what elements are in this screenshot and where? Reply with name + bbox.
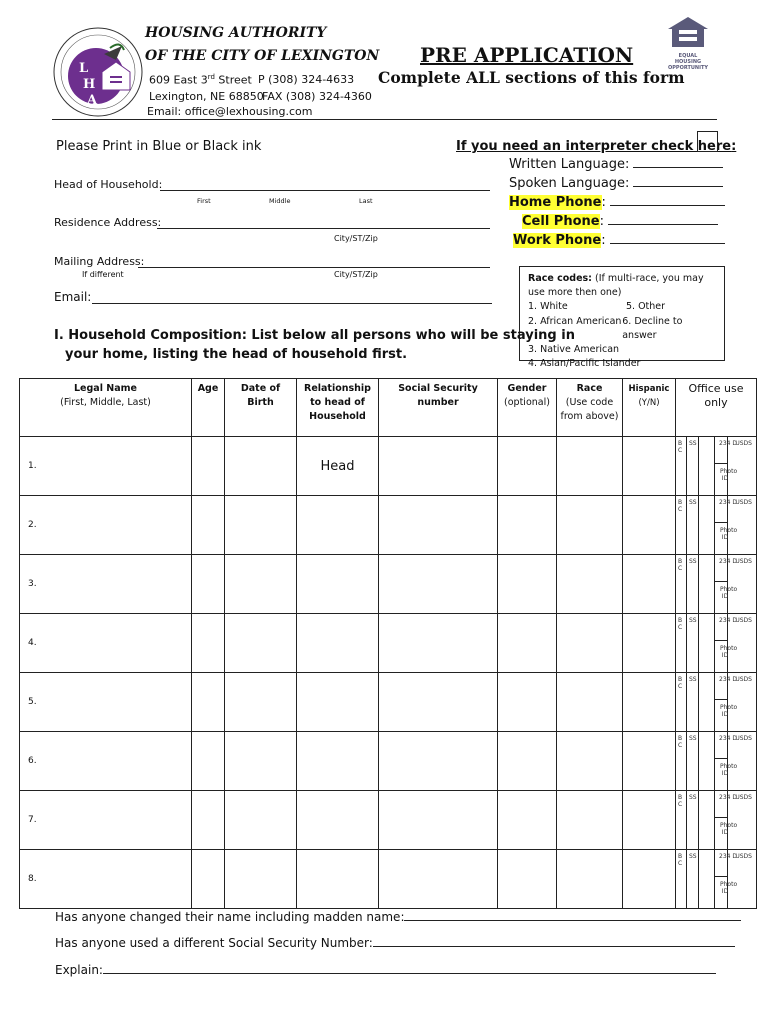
- cell-relationship[interactable]: [297, 555, 379, 614]
- cell-hispanic[interactable]: [623, 791, 676, 850]
- residence-address-input[interactable]: [157, 218, 490, 229]
- row-number: 8.: [28, 874, 37, 884]
- table-row: [20, 437, 757, 496]
- cell-age[interactable]: [192, 614, 225, 673]
- page-subtitle: Complete ALL sections of this form: [378, 68, 685, 87]
- lha-logo: [52, 26, 144, 118]
- cell-ssn[interactable]: [379, 496, 498, 555]
- cell-relationship[interactable]: [297, 850, 379, 909]
- cell-race[interactable]: [557, 496, 623, 555]
- interpreter-label: If you need an interpreter check here:: [456, 139, 737, 154]
- written-language-field[interactable]: Written Language:: [509, 157, 723, 172]
- print-note: Please Print in Blue or Black ink: [56, 139, 262, 154]
- office-ss: SS: [689, 676, 697, 683]
- org-email: Email: office@lexhousing.com: [147, 105, 313, 118]
- page-title: PRE APPLICATION: [420, 43, 634, 67]
- equal-housing-icon: EQUAL HOUSING OPPORTUNITY: [666, 15, 710, 61]
- residence-address-label: Residence Address:: [54, 216, 162, 229]
- office-bc: B C: [678, 499, 683, 513]
- office-photo-id: Photo ID: [720, 468, 738, 482]
- office-photo-id: Photo ID: [720, 586, 738, 600]
- cell-ssn[interactable]: [379, 850, 498, 909]
- city-st-zip-label: City/ST/Zip: [334, 234, 378, 243]
- cell-gender[interactable]: [498, 791, 557, 850]
- office-usds: USDS: [735, 617, 752, 624]
- office-use-cell: [676, 437, 757, 496]
- cell-dob[interactable]: [225, 673, 297, 732]
- row-number: 2.: [28, 520, 37, 530]
- last-label: Last: [359, 197, 373, 205]
- interpreter-checkbox[interactable]: [697, 131, 718, 152]
- cell-hispanic[interactable]: [623, 437, 676, 496]
- cell-race[interactable]: [557, 791, 623, 850]
- office-d: 234 D: [719, 499, 737, 506]
- col-ssn: Social Security number: [379, 379, 498, 437]
- office-ss: SS: [689, 794, 697, 801]
- cell-race[interactable]: [557, 850, 623, 909]
- race-code-4: 4. Asian/Pacific Islander: [528, 358, 641, 370]
- row-number: 5.: [28, 697, 37, 707]
- email-input[interactable]: [92, 293, 492, 304]
- head-of-household-label: Head of Household:: [54, 178, 163, 191]
- cell-gender[interactable]: [498, 732, 557, 791]
- row-number: 3.: [28, 579, 37, 589]
- row-number: 4.: [28, 638, 37, 648]
- cell-race[interactable]: [557, 437, 623, 496]
- explain-field[interactable]: Explain:: [55, 963, 716, 977]
- office-bc: B C: [678, 558, 683, 572]
- org-city: Lexington, NE 68850: [149, 90, 264, 103]
- cell-race[interactable]: [557, 614, 623, 673]
- office-bc: B C: [678, 617, 683, 631]
- row-number: 6.: [28, 756, 37, 766]
- office-usds: USDS: [735, 853, 752, 860]
- table-row: [20, 732, 757, 791]
- col-race: Race (Use code from above): [557, 379, 623, 437]
- office-d: 234 D: [719, 617, 737, 624]
- office-photo-id: Photo ID: [720, 527, 738, 541]
- cell-gender[interactable]: [498, 555, 557, 614]
- office-bc: B C: [678, 440, 683, 454]
- office-bc: B C: [678, 735, 683, 749]
- office-usds: USDS: [735, 676, 752, 683]
- cell-hispanic[interactable]: [623, 496, 676, 555]
- svg-text:L: L: [79, 61, 89, 76]
- race-code-2: 2. African American: [528, 315, 622, 327]
- org-fax: FAX (308) 324-4360: [262, 90, 372, 103]
- home-phone-field[interactable]: Home Phone:: [509, 195, 725, 210]
- cell-relationship[interactable]: [297, 791, 379, 850]
- org-name-line2: OF THE CITY OF LEXINGTON: [145, 48, 380, 64]
- cell-name[interactable]: [20, 732, 192, 791]
- office-use-cell: [676, 614, 757, 673]
- cell-gender[interactable]: [498, 850, 557, 909]
- city-st-zip-label-2: City/ST/Zip: [334, 270, 378, 279]
- cell-age[interactable]: [192, 673, 225, 732]
- section-1-heading: I. Household Composition: List below all persons who will be staying in your home, listing the head of household first.: [54, 328, 575, 362]
- table-row: [20, 555, 757, 614]
- office-usds: USDS: [735, 794, 752, 801]
- office-bc: B C: [678, 676, 683, 690]
- table-row: [20, 614, 757, 673]
- different-ssn-question[interactable]: Has anyone used a different Social Security Number:: [55, 936, 735, 950]
- cell-race[interactable]: [557, 555, 623, 614]
- office-ss: SS: [689, 499, 697, 506]
- cell-relationship[interactable]: [297, 732, 379, 791]
- cell-ssn[interactable]: [379, 791, 498, 850]
- email-label: Email:: [54, 290, 92, 304]
- cell-relationship[interactable]: [297, 496, 379, 555]
- office-photo-id: Photo ID: [720, 763, 738, 777]
- office-use-cell: [676, 555, 757, 614]
- header-divider: [52, 119, 717, 120]
- first-label: First: [197, 197, 211, 205]
- office-bc: B C: [678, 853, 683, 867]
- cell-gender[interactable]: [498, 496, 557, 555]
- cell-dob[interactable]: [225, 732, 297, 791]
- office-d: 234 D: [719, 735, 737, 742]
- cell-relationship[interactable]: [297, 437, 379, 496]
- cell-name[interactable]: [20, 496, 192, 555]
- table-row: [20, 850, 757, 909]
- cell-phone-field[interactable]: Cell Phone:: [522, 214, 718, 229]
- office-usds: USDS: [735, 558, 752, 565]
- col-dob: Date of Birth: [225, 379, 297, 437]
- cell-name[interactable]: [20, 614, 192, 673]
- office-d: 234 D: [719, 853, 737, 860]
- cell-dob[interactable]: [225, 850, 297, 909]
- cell-ssn[interactable]: [379, 673, 498, 732]
- cell-hispanic[interactable]: [623, 614, 676, 673]
- cell-ssn[interactable]: [379, 555, 498, 614]
- office-d: 234 D: [719, 794, 737, 801]
- work-phone-field[interactable]: Work Phone:: [513, 233, 725, 248]
- table-row: [20, 791, 757, 850]
- cell-name[interactable]: [20, 850, 192, 909]
- race-codes-intro: Race codes: (If multi-race, you may use more then one): [528, 273, 704, 299]
- cell-gender[interactable]: [498, 614, 557, 673]
- cell-name[interactable]: [20, 791, 192, 850]
- office-ss: SS: [689, 735, 697, 742]
- cell-dob[interactable]: [225, 791, 297, 850]
- org-name-line1: HOUSING AUTHORITY: [145, 25, 327, 41]
- cell-hispanic[interactable]: [623, 732, 676, 791]
- cell-name[interactable]: [20, 437, 192, 496]
- row-number: 7.: [28, 815, 37, 825]
- cell-age[interactable]: [192, 732, 225, 791]
- office-ss: SS: [689, 617, 697, 624]
- relationship-value: Head: [320, 458, 355, 474]
- cell-hispanic[interactable]: [623, 673, 676, 732]
- col-gender: Gender (optional): [498, 379, 557, 437]
- cell-gender[interactable]: [498, 673, 557, 732]
- middle-label: Middle: [269, 197, 291, 205]
- race-code-5: 5. Other: [626, 301, 666, 313]
- office-usds: USDS: [735, 499, 752, 506]
- col-legal-name: Legal Name (First, Middle, Last): [20, 379, 192, 437]
- office-d: 234 D: [719, 440, 737, 447]
- org-phone: P (308) 324-4633: [258, 73, 355, 86]
- office-photo-id: Photo ID: [720, 645, 738, 659]
- spoken-language-field[interactable]: Spoken Language:: [509, 176, 723, 191]
- col-relationship: Relationship to head of Household: [297, 379, 379, 437]
- office-photo-id: Photo ID: [720, 822, 738, 836]
- office-d: 234 D: [719, 676, 737, 683]
- org-address: 609 East 3rd Street: [149, 73, 252, 87]
- cell-relationship[interactable]: [297, 614, 379, 673]
- race-code-1: 1. White: [528, 301, 568, 313]
- head-of-household-input[interactable]: [160, 180, 490, 191]
- office-use-cell: [676, 850, 757, 909]
- cell-ssn[interactable]: [379, 732, 498, 791]
- household-table: [19, 378, 757, 909]
- table-row: [20, 496, 757, 555]
- office-ss: SS: [689, 558, 697, 565]
- cell-ssn[interactable]: [379, 614, 498, 673]
- cell-age[interactable]: [192, 850, 225, 909]
- cell-dob[interactable]: [225, 437, 297, 496]
- mailing-address-input[interactable]: [138, 257, 490, 268]
- svg-text:H: H: [83, 77, 96, 92]
- cell-name[interactable]: [20, 555, 192, 614]
- col-hispanic: Hispanic (Y/N): [623, 379, 676, 437]
- office-ss: SS: [689, 440, 697, 447]
- col-age: Age: [192, 379, 225, 437]
- office-use-cell: [676, 673, 757, 732]
- office-use-cell: [676, 732, 757, 791]
- cell-hispanic[interactable]: [623, 850, 676, 909]
- mailing-address-label: Mailing Address:: [54, 255, 145, 268]
- col-office-use: Office use only: [676, 379, 757, 437]
- office-photo-id: Photo ID: [720, 881, 738, 895]
- office-use-cell: [676, 496, 757, 555]
- office-d: 234 D: [719, 558, 737, 565]
- cell-dob[interactable]: [225, 496, 297, 555]
- office-bc: B C: [678, 794, 683, 808]
- cell-race[interactable]: [557, 732, 623, 791]
- office-photo-id: Photo ID: [720, 704, 738, 718]
- office-use-cell: [676, 791, 757, 850]
- race-code-3: 3. Native American: [528, 344, 620, 356]
- cell-age[interactable]: [192, 555, 225, 614]
- office-ss: SS: [689, 853, 697, 860]
- cell-age[interactable]: [192, 791, 225, 850]
- cell-hispanic[interactable]: [623, 555, 676, 614]
- cell-race[interactable]: [557, 673, 623, 732]
- row-number: 1.: [28, 461, 37, 471]
- cell-dob[interactable]: [225, 614, 297, 673]
- cell-age[interactable]: [192, 496, 225, 555]
- svg-text:A: A: [87, 93, 98, 108]
- cell-dob[interactable]: [225, 555, 297, 614]
- cell-name[interactable]: [20, 673, 192, 732]
- office-usds: USDS: [735, 440, 752, 447]
- if-different-label: If different: [82, 270, 124, 279]
- race-code-6: 6. Decline to answer: [622, 315, 683, 341]
- name-change-question[interactable]: Has anyone changed their name including madden name:: [55, 910, 741, 924]
- office-usds: USDS: [735, 735, 752, 742]
- cell-ssn[interactable]: [379, 437, 498, 496]
- cell-relationship[interactable]: [297, 673, 379, 732]
- cell-age[interactable]: [192, 437, 225, 496]
- table-row: [20, 673, 757, 732]
- cell-gender[interactable]: [498, 437, 557, 496]
